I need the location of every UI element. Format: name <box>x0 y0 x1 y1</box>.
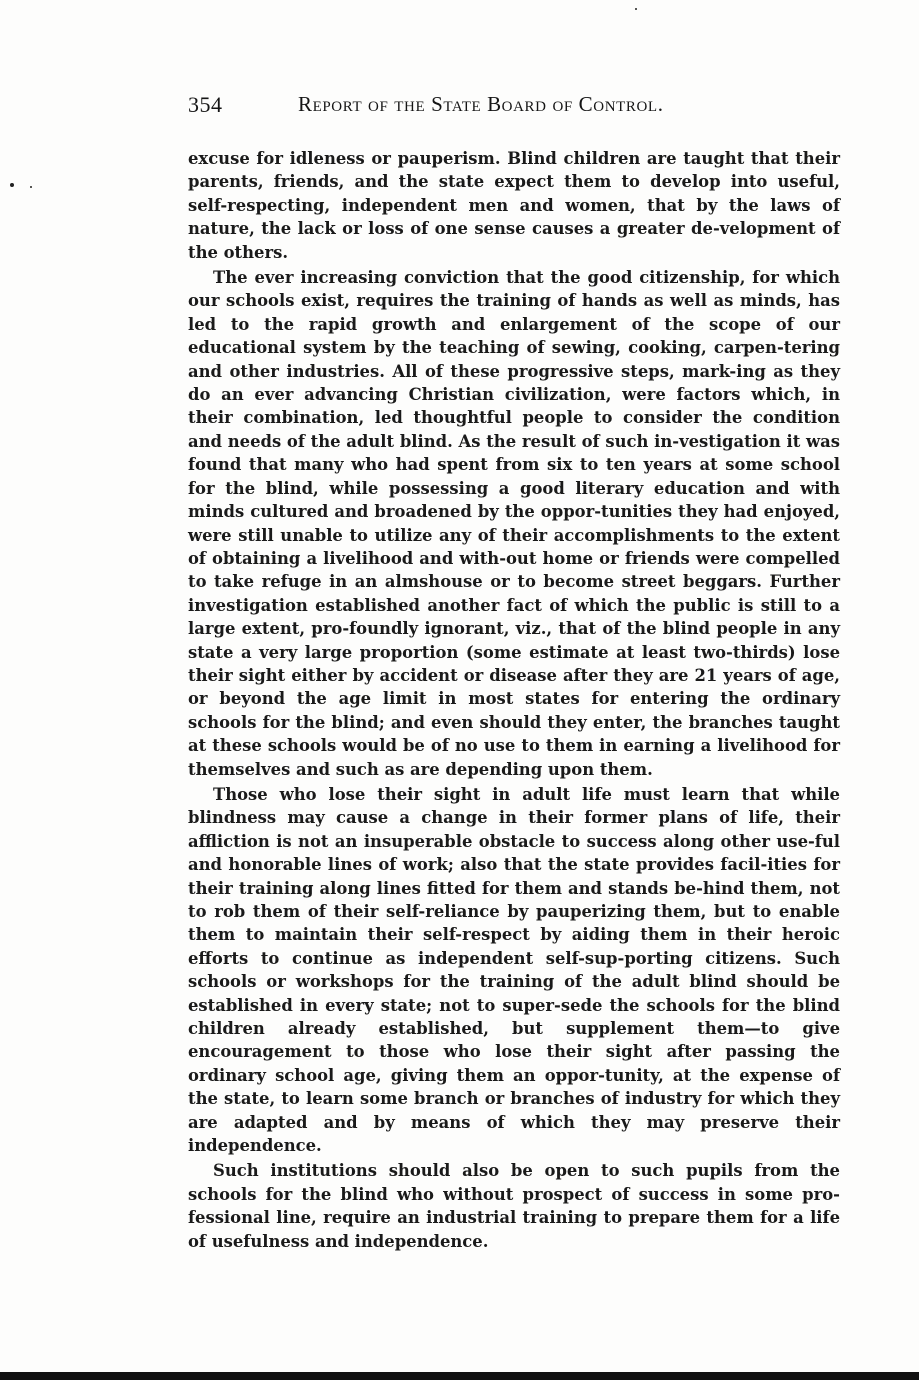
scan-speck <box>10 183 14 187</box>
paragraph-continuation: excuse for idleness or pauperism. Blind children are taught that their parents, friends, and the state expect them to develop into useful, self-respecting, independent men and women, that by the laws of nature, the lack or loss of one sense causes a greater de-velopment of the others. <box>188 149 840 262</box>
paragraph: Those who lose their sight in adult life must learn that while blindness may cause a change in their former plans of life, their affliction is not an insuperable obstacle to success along other use-ful and honorable lines of work; also that the state provides facil-ities for their training along lines fitted for them and stands be-hind them, not to rob them of their self-reliance by pauperizing them, but to enable them to maintain their self-respect by aiding them in their heroic efforts to continue as independent self-sup-porting citizens. Such schools or workshops for the training of the adult blind should be established in every state; not to super-sede the schools for the blind children already established, but supplement them—to give encouragement to those who lose their sight after passing the ordinary school age, giving them an oppor-tunity, at the expense of the state, to learn some branch or branches of industry for which they are adapted and by means of which they may preserve their independence. <box>188 784 840 1156</box>
scan-speck <box>635 8 637 10</box>
page-number: 354 <box>188 92 223 117</box>
paragraph: The ever increasing conviction that the good citizenship, for which our schools exist, requires the training of hands as well as minds, has led to the rapid growth and enlargement of the scope of our educational system by the teaching of sewing, cooking, carpen-tering and other industries. All of these progressive steps, mark-ing as they do an ever advancing Christian civilization, were factors which, in their combination, led thoughtful people to consider the condition and needs of the adult blind. As the result of such in-vestigation it was found that many who had spent from six to ten years at some school for the blind, while possessing a good literary education and with minds cultured and broadened by the oppor-tunities they had enjoyed, were still unable to utilize any of their accomplishments to the extent of obtaining a livelihood and with-out home or friends were compelled to take refuge in an almshouse or to become street beggars. Further investigation established another fact of which the public is still to a large extent, pro-foundly ignorant, viz., that of the blind people in any state a very large proportion (some estimate at least two-thirds) lose their sight either by accident or disease after they are 21 years of age, or beyond the age limit in most states for entering the ordinary schools for the blind; and even should they enter, the branches taught at these schools would be of no use to them in earning a livelihood for themselves and such as are depending upon them. <box>188 268 840 779</box>
body-text <box>188 147 840 1253</box>
scan-speck <box>30 186 32 188</box>
scan-bottom-edge <box>0 1372 919 1380</box>
page-header <box>188 92 840 122</box>
running-title: Report of the State Board of Control. <box>298 92 664 116</box>
paragraph: Such institutions should also be open to such pupils from the schools for the blind who without prospect of success in some pro-fessional line, require an industrial training to prepare them for a life of usefulness and independence. <box>188 1161 840 1251</box>
